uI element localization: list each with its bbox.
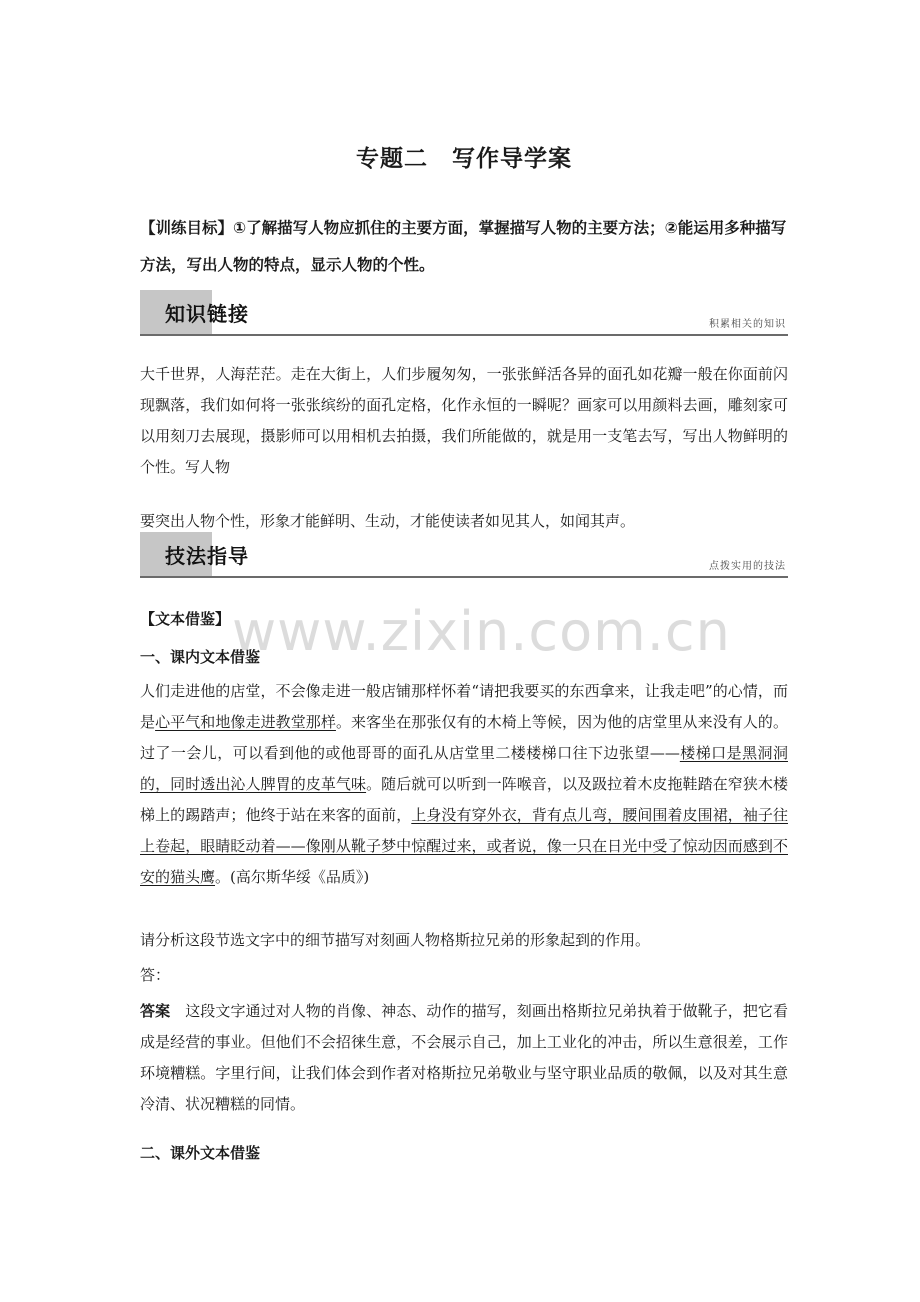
knowledge-paragraph: 大千世界，人海茫茫。走在大街上，人们步履匆匆，一张张鲜活各异的面孔如花瓣一般在你面前闪现飘落，我们如何将一张张缤纷的面孔定格，化作永恒的一瞬呢？画家可以用颜料去画，雕刻家可以用刻刀去展现，摄影师可以用相机去拍摄，我们所能做的，就是用一支笔去写，写出人物鲜明的个性。写人物 [140,365,788,476]
underlined-detail: 上身没有穿外衣，背有点儿弯，腰间围着皮围裙，袖子往上卷起，眼睛眨动着——像刚从靴子梦中惊醒过来，或者说，像一只在日光中受了惊动因而感到不安的猫头鹰 [140,806,788,886]
underlined-detail: 楼梯口是黑洞洞的，同时透出沁人脾胃的皮革气味 [140,744,788,793]
subheading-extracurricular: 二、课外文本借鉴 [140,1144,261,1162]
passage-text: 。随后就可以听到一阵喉音，以及趿拉着木皮拖鞋踏在窄狭木楼梯上的踢踏声；他终于站在来客的面前， [140,775,788,824]
section-hint: 积累相关的知识 [709,319,786,330]
training-goal-text: ①了解描写人物应抓住的主要方面，掌握描写人物的主要方法；②能运用多种描写方法，写出人物的特点，显示人物的个性。 [140,219,787,274]
watermark: www.zixin.com.cn [232,600,731,663]
section-header-technique [140,532,788,578]
knowledge-paragraph-2: 要突出人物个性，形象才能鲜明、生动，才能使读者如见其人，如闻其声。 [140,512,636,530]
subheading-in-class: 一、课内文本借鉴 [140,648,261,666]
answer-prompt: 答： [140,966,171,984]
section-header-knowledge [140,290,788,336]
page-title: 专题二 写作导学案 [356,146,572,172]
passage-text: 人们走进他的店堂，不会像走进一般店铺那样怀着“请把我要买的东西拿来，让我走吧”的心情，而是 [140,682,788,731]
passage-text: 。来客坐在那张仅有的木椅上等候，因为他的店堂里从来没有人的。过了一会儿，可以看到他的或他哥哥的面孔从店堂里二楼楼梯口往下边张望—— [140,713,788,762]
passage-source: 。(高尔斯华绥《品质》) [215,868,370,886]
section-title: 知识链接 [165,302,249,326]
answer-text: 这段文字通过对人物的肖像、神态、动作的描写，刻画出格斯拉兄弟执着于做靴子，把它看成是经营的事业。但他们不会招徕生意，不会展示自己，加上工业化的冲击，所以生意很差，工作环境糟糕。字里行间，让我们体会到作者对格斯拉兄弟敬业与坚守职业品质的敬佩，以及对其生意冷清、状况糟糕的同情。 [140,1002,788,1113]
training-goal-label: 【训练目标】 [140,219,234,237]
answer-label: 答案 [140,1002,171,1020]
section-hint: 点拨实用的技法 [709,561,786,572]
training-goal [140,210,788,284]
section-title: 技法指导 [165,544,249,568]
question-text: 请分析这段节选文字中的细节描写对刻画人物格斯拉兄弟的形象起到的作用。 [140,931,651,949]
reading-passage [140,676,788,893]
underlined-detail: 心平气和地像走进教堂那样 [155,713,336,731]
text-reference-label: 【文本借鉴】 [140,610,231,628]
answer-paragraph [140,996,788,1120]
